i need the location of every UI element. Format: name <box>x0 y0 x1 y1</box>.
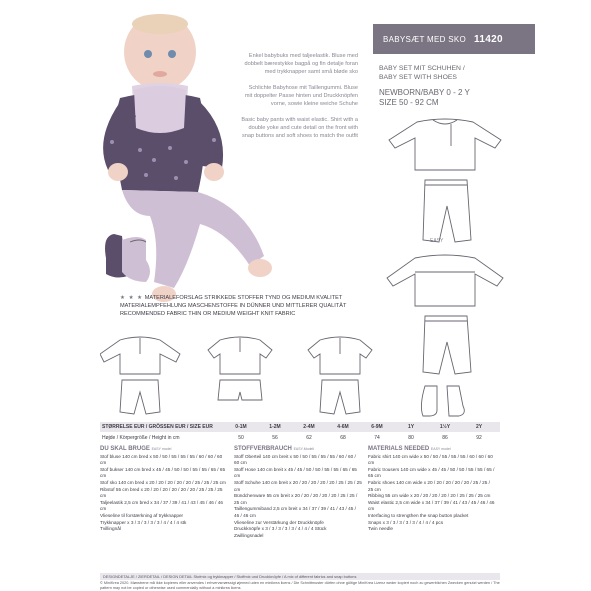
description <box>240 52 358 148</box>
outfit-3-drawing <box>308 337 372 414</box>
height-7: 92 <box>476 434 482 441</box>
material-line: Waist elastic 2,5 cm wide x 34 / 37 / 39 / 41 / 43 / 45 / 46 / 46 cm <box>368 499 495 512</box>
size-5: 1Y <box>407 424 415 430</box>
materials-da-title: DU SKAL BRUGE <box>100 446 150 452</box>
description-de: Schlichte Babyhose mit Taillengummi. Bluse mit doppelter Passe hinten und Druckknöpfen vorne, sowie kleine weiche Schuhe <box>244 85 358 107</box>
material-line: Druckknöpfe x 3 / 3 / 3 / 3 / 3 / 4 / 4 / 4 Stück <box>234 526 327 532</box>
size-0: 0-1M <box>235 424 247 430</box>
size-range-cm: SIZE 50 - 92 CM <box>379 98 439 107</box>
material-line: Fabric shoes 140 cm wide x 20 / 20 / 20 / 20 / 20 / 25 / 25 / 25 cm <box>368 479 490 492</box>
material-line: Ribbing 55 cm wide x 20 / 20 / 20 / 20 / 20 / 25 / 25 / 25 cm <box>368 493 491 499</box>
material-line: Zwillingsnadel <box>234 532 264 538</box>
shoes-drawing <box>421 386 464 416</box>
height-3: 68 <box>340 434 346 441</box>
fabric-rec-en: RECOMMENDED FABRIC THIN OR MEDIUM WEIGHT KNIT FABRIC <box>120 311 296 317</box>
materials-en <box>368 446 496 533</box>
material-line: Trykknapper x 3 / 3 / 3 / 3 / 3 / 4 / 4 / 4 stk <box>100 519 187 525</box>
material-line: Fabric shirt 140 cm wide x 50 / 50 / 55 / 55 / 55 / 60 / 60 / 60 cm <box>368 453 493 466</box>
material-line: Vlieseline zur Verstärkung der Druckknöpfe <box>234 519 324 525</box>
height-row <box>100 433 500 442</box>
materials-de <box>234 446 362 539</box>
height-6: 86 <box>442 434 448 441</box>
size-range-age: NEWBORN/BABY 0 - 2 Y <box>379 88 470 97</box>
materials-de-title: STOFFVERBRAUCH <box>234 446 292 452</box>
material-line: Stoff Schuhe 140 cm breit x 20 / 20 / 20 / 20 / 20 / 25 / 25 / 25 cm <box>234 479 362 492</box>
shirt-drawing <box>389 119 501 170</box>
description-da: Enkel babybuks med taljeelastik. Bluse med dobbelt bærestykke bagpå og fin detalje foran med trykknapper samt små bløde sko <box>244 53 358 75</box>
material-line: Stof bukser 140 cm bred x 45 / 45 / 50 / 50 / 55 / 55 / 65 / 65 cm <box>100 466 226 479</box>
pants-drawing <box>423 180 471 242</box>
design-detail-bar: DESIGNDETALJE / ZIERDETAIL / DESIGN DETAIL Stofmix og trykknapper / Stoffmix und Druckknöpfe / A mix of different fabrics and snap buttons <box>100 573 500 580</box>
difficulty-stars: ★ ★ ★ <box>120 295 144 301</box>
materials-en-tag: EASY model <box>430 447 451 451</box>
pants-back-drawing <box>423 316 471 374</box>
title-en: BABY SET WITH SHOES <box>379 74 457 81</box>
pattern-number: 11420 <box>474 33 503 45</box>
technical-drawings-bottom <box>100 330 400 420</box>
brand-title: BABYSÆT MED SKO <box>383 34 467 44</box>
materials-da <box>100 446 228 533</box>
title-translations <box>379 64 519 82</box>
height-0: 50 <box>238 434 244 441</box>
fabric-rec-da: MATERIALEFORSLAG STRIKKEDE STOFFER TYND OG MEDIUM KVALITET <box>144 295 343 301</box>
height-4: 74 <box>374 434 380 441</box>
shirt-back-drawing <box>387 255 503 306</box>
material-line: Stoff Hose 140 cm breit x 45 / 45 / 50 / 50 / 55 / 55 / 65 / 65 cm <box>234 466 357 479</box>
material-line: Interfacing to strengthen the snap button placket <box>368 512 469 518</box>
fabric-recommendation <box>120 294 380 318</box>
material-line: Fabric trousers 140 cm wide x 45 / 45 / 50 / 50 / 55 / 55 / 65 / 65 cm <box>368 466 495 479</box>
fabric-rec-de: MATERIALEMPFEHLUNG MASCHENSTOFFE IN DÜNNER UND MITTLERER QUALITÄT <box>120 303 347 309</box>
size-2: 2-4M <box>303 424 315 430</box>
size-range <box>379 88 519 108</box>
materials-de-tag: EASY-Modell <box>293 447 315 451</box>
material-line: Stof bluse 140 cm bred x 50 / 50 / 55 / 55 / 55 / 60 / 60 / 60 cm <box>100 453 223 466</box>
size-4: 6-9M <box>371 424 383 430</box>
material-line: Stof sko 140 cm bred x 20 / 20 / 20 / 20 / 20 / 25 / 25 / 25 cm <box>100 479 226 485</box>
description-en: Basic baby pants with waist elastic. Shirt with a double yoke and cute detail on the front with snap buttons and soft shoes to match the outfit <box>241 117 358 139</box>
material-line: Snaps x 3 / 3 / 3 / 3 / 3 / 4 / 4 / 4 pcs <box>368 519 444 525</box>
material-line: Ribstof 55 cm bred x 20 / 20 / 20 / 20 / 20 / 20 / 25 / 25 / 25 cm <box>100 486 223 499</box>
size-table-header <box>100 422 500 432</box>
material-line: Vlieseline til forstærkning af trykknapper <box>100 512 184 518</box>
size-7: 2Y <box>475 424 483 430</box>
size-header-label: STØRRELSE EUR / GRÖSSEN EUR / SIZE EUR <box>102 424 213 430</box>
size-3: 4-6M <box>337 424 349 430</box>
size-1: 1-2M <box>269 424 281 430</box>
material-line: Taljeelastik 2,5 cm bred x 34 / 37 / 39 / 41 / 43 / 45 / 46 / 46 cm <box>100 499 223 512</box>
outfit-1-drawing <box>100 337 180 414</box>
size-6: 1½Y <box>439 424 451 430</box>
outfit-2-drawing <box>208 337 272 400</box>
height-label: Højde / Körpergröße / Height in cm <box>102 434 180 441</box>
height-5: 80 <box>408 434 414 441</box>
materials-da-tag: EASY model <box>151 447 172 451</box>
title-de: BABY SET MIT SCHUHEN / <box>379 65 465 72</box>
height-2: 62 <box>306 434 312 441</box>
material-line: Twin needle <box>368 526 394 532</box>
material-line: Tvillingnål <box>100 526 121 532</box>
material-line: Bündchenware 55 cm breit x 20 / 20 / 20 / 20 / 20 / 25 / 25 / 25 cm <box>234 493 358 505</box>
easy-label: EASY <box>430 238 444 244</box>
material-line: Stoff Oberteil 140 cm breit x 50 / 50 / 55 / 55 / 55 / 60 / 60 / 60 cm <box>234 453 356 466</box>
height-1: 56 <box>272 434 278 441</box>
copyright-notice: © MiniKrea 2020. Mønstrene må ikke kopieres eller anvendes i erhvervsmæssigt øjemed uden en minikrea licens / Die Schnittmuster dürfen ohne gültige MiniKrea Lizenz weder kopiert noch zu gewerblichen Zwecken genutzt werden / The pattern may not be copied or otherwise used commercially without a minikrea licens <box>100 581 500 590</box>
materials-en-title: MATERIALS NEEDED <box>368 446 430 452</box>
title-banner <box>373 24 535 54</box>
material-line: Taillengummiband 2,5 cm breit x 34 / 37 / 39 / 41 / 43 / 45 / 46 / 46 cm <box>234 506 356 518</box>
